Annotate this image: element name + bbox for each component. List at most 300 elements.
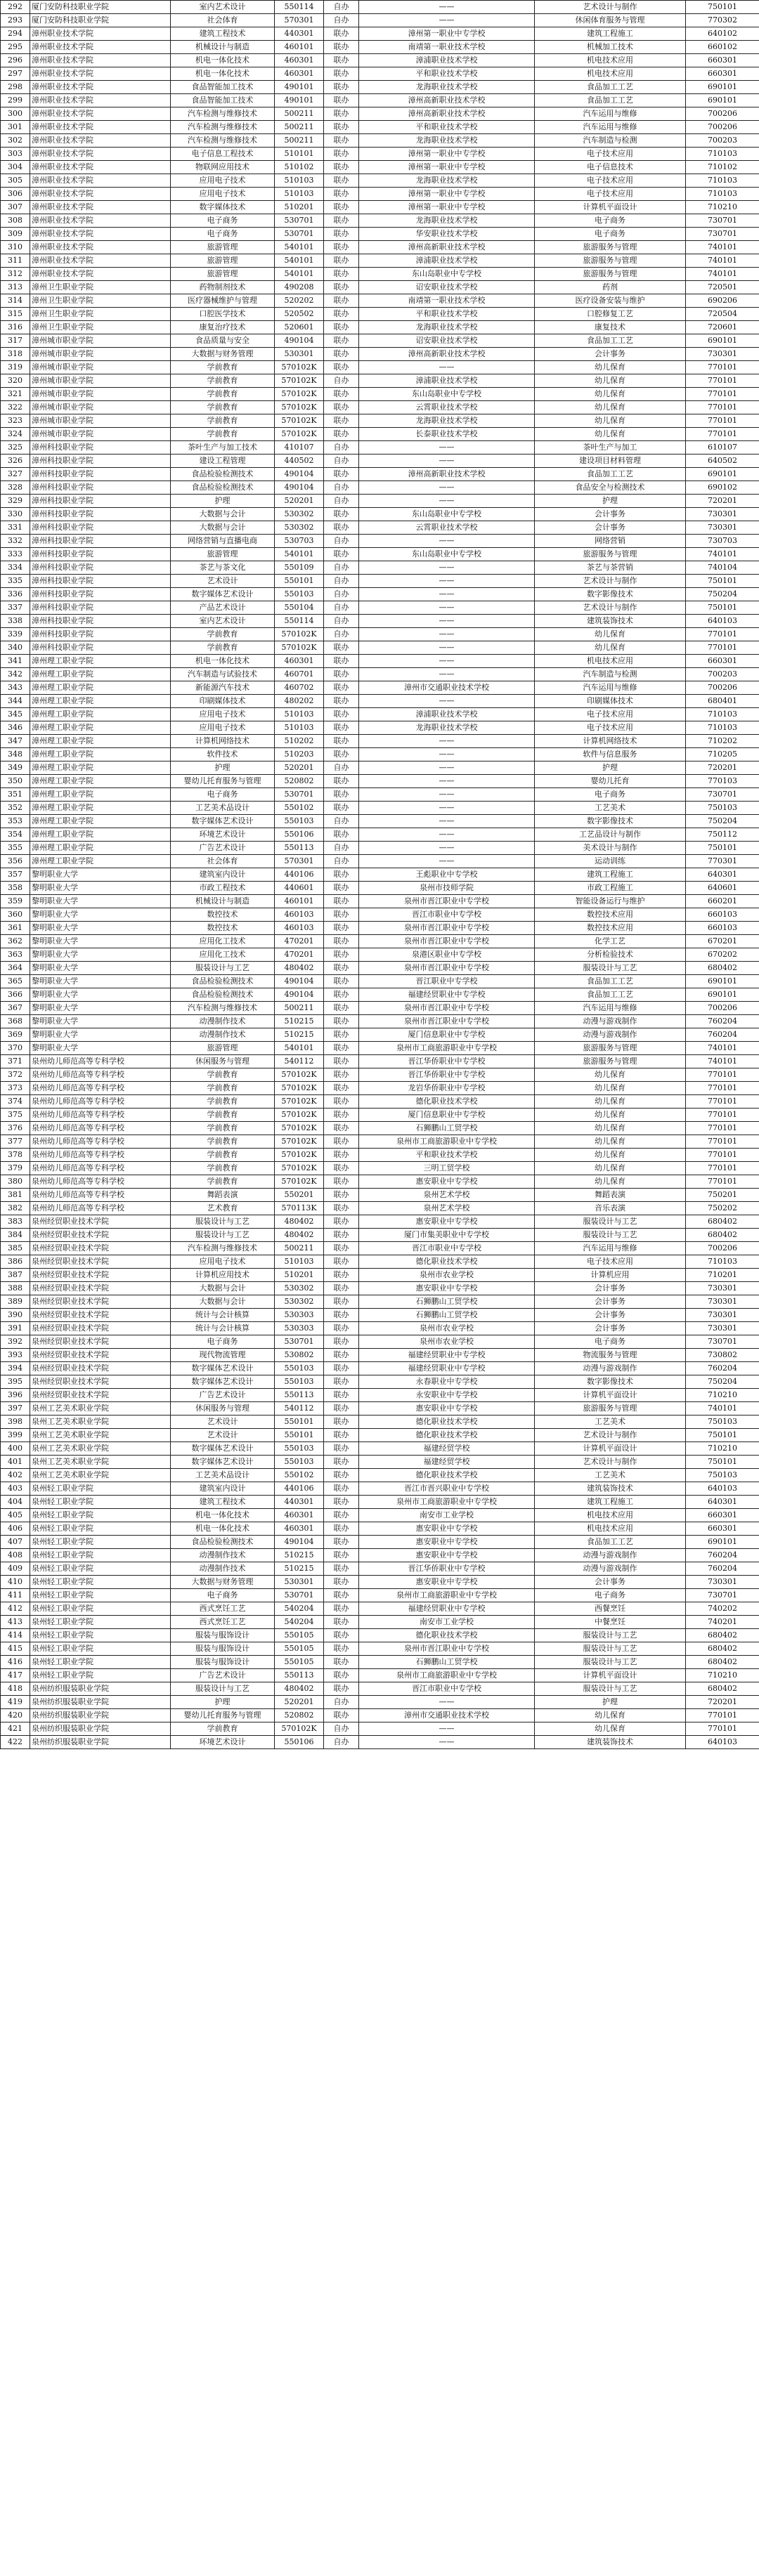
major-name-cell: 食品检验检测技术 — [171, 975, 275, 988]
partner-school-cell: 漳州高新职业技术学校 — [359, 468, 535, 481]
major-name-cell: 食品智能加工技术 — [171, 94, 275, 107]
partner-school-cell: 厦门市集美职业中专学校 — [359, 1229, 535, 1242]
program-type-cell: 自办 — [324, 535, 359, 548]
major-code-cell: 490208 — [275, 281, 324, 294]
secondary-major-cell: 电子技术应用 — [535, 721, 686, 735]
program-type-cell: 联办 — [324, 254, 359, 268]
partner-school-cell: 惠安职业中专学校 — [359, 1282, 535, 1295]
partner-school-cell: 泉州市农业学校 — [359, 1269, 535, 1282]
row-number-cell: 327 — [1, 468, 30, 481]
table-row — [1, 842, 759, 855]
partner-school-cell: —— — [359, 855, 535, 868]
secondary-code-cell: 750103 — [686, 1469, 759, 1482]
major-code-cell: 410107 — [275, 441, 324, 455]
major-name-cell: 机电一体化技术 — [171, 1509, 275, 1522]
secondary-code-cell: 730703 — [686, 535, 759, 548]
secondary-code-cell: 770101 — [686, 1135, 759, 1149]
major-name-cell: 机电一体化技术 — [171, 67, 275, 81]
secondary-code-cell: 750204 — [686, 815, 759, 828]
program-type-cell: 联办 — [324, 1509, 359, 1522]
secondary-code-cell: 760204 — [686, 1549, 759, 1562]
school-name-cell: 漳州理工职业学院 — [30, 855, 171, 868]
table-row — [1, 788, 759, 802]
secondary-code-cell: 770101 — [686, 1082, 759, 1095]
secondary-major-cell: 计算机平面设计 — [535, 1669, 686, 1682]
row-number-cell: 388 — [1, 1282, 30, 1295]
row-number-cell: 399 — [1, 1429, 30, 1442]
secondary-major-cell: 幼儿保育 — [535, 414, 686, 428]
secondary-major-cell: 动漫与游戏制作 — [535, 1028, 686, 1042]
row-number-cell: 356 — [1, 855, 30, 868]
school-name-cell: 漳州科技职业学院 — [30, 601, 171, 615]
school-name-cell: 泉州经贸职业技术学院 — [30, 1255, 171, 1269]
partner-school-cell: 晋江华侨职业中专学校 — [359, 1562, 535, 1576]
secondary-major-cell: 电子技术应用 — [535, 708, 686, 721]
major-name-cell: 应用化工技术 — [171, 948, 275, 962]
table-row — [1, 455, 759, 468]
partner-school-cell: 厦门信息职业中专学校 — [359, 1109, 535, 1122]
major-name-cell: 市政工程技术 — [171, 882, 275, 895]
secondary-code-cell: 640601 — [686, 882, 759, 895]
school-name-cell: 漳州理工职业学院 — [30, 788, 171, 802]
table-row — [1, 681, 759, 695]
row-number-cell: 302 — [1, 134, 30, 148]
table-row — [1, 1375, 759, 1389]
row-number-cell: 341 — [1, 655, 30, 668]
major-name-cell: 药物制剂技术 — [171, 281, 275, 294]
school-name-cell: 泉州轻工职业学院 — [30, 1616, 171, 1629]
major-name-cell: 应用电子技术 — [171, 721, 275, 735]
partner-school-cell: —— — [359, 1, 535, 14]
row-number-cell: 305 — [1, 174, 30, 188]
partner-school-cell: 泉州艺术学校 — [359, 1189, 535, 1202]
partner-school-cell: —— — [359, 481, 535, 495]
school-name-cell: 黎明职业大学 — [30, 975, 171, 988]
program-type-cell: 联办 — [324, 908, 359, 922]
table-row — [1, 1469, 759, 1482]
major-code-cell: 570102K — [275, 361, 324, 374]
row-number-cell: 378 — [1, 1149, 30, 1162]
row-number-cell: 394 — [1, 1362, 30, 1375]
school-name-cell: 泉州幼儿师范高等专科学校 — [30, 1122, 171, 1135]
partner-school-cell: 南靖第一职业技术学校 — [359, 294, 535, 308]
partner-school-cell: 德化职业技术学校 — [359, 1095, 535, 1109]
program-type-cell: 联办 — [324, 1122, 359, 1135]
row-number-cell: 330 — [1, 508, 30, 521]
major-code-cell: 490101 — [275, 94, 324, 107]
program-type-cell: 自办 — [324, 615, 359, 628]
secondary-major-cell: 电子商务 — [535, 788, 686, 802]
program-type-cell: 联办 — [324, 1669, 359, 1682]
major-name-cell: 学前教育 — [171, 388, 275, 401]
partner-school-cell: 龙海职业技术学校 — [359, 134, 535, 148]
major-name-cell: 服装设计与工艺 — [171, 962, 275, 975]
program-type-cell: 联办 — [324, 1602, 359, 1616]
secondary-major-cell: 茶叶生产与加工 — [535, 441, 686, 455]
major-code-cell: 440106 — [275, 1482, 324, 1496]
partner-school-cell: 云霄职业技术学校 — [359, 401, 535, 414]
major-name-cell: 数控技术 — [171, 922, 275, 935]
program-type-cell: 自办 — [324, 628, 359, 641]
program-type-cell: 联办 — [324, 241, 359, 254]
school-name-cell: 漳州职业技术学院 — [30, 228, 171, 241]
major-name-cell: 电子商务 — [171, 788, 275, 802]
major-code-cell: 470201 — [275, 935, 324, 948]
secondary-code-cell: 770103 — [686, 775, 759, 788]
secondary-major-cell: 机电技术应用 — [535, 1509, 686, 1522]
program-type-cell: 联办 — [324, 468, 359, 481]
program-type-cell: 联办 — [324, 641, 359, 655]
major-code-cell: 510201 — [275, 201, 324, 214]
table-row — [1, 708, 759, 721]
secondary-major-cell: 幼儿保育 — [535, 1135, 686, 1149]
major-name-cell: 口腔医学技术 — [171, 308, 275, 321]
row-number-cell: 332 — [1, 535, 30, 548]
table-row — [1, 1602, 759, 1616]
program-type-cell: 联办 — [324, 361, 359, 374]
row-number-cell: 312 — [1, 268, 30, 281]
secondary-major-cell: 幼儿保育 — [535, 628, 686, 641]
major-code-cell: 440601 — [275, 882, 324, 895]
major-name-cell: 大数据与会计 — [171, 1295, 275, 1309]
secondary-code-cell: 670201 — [686, 935, 759, 948]
major-code-cell: 440106 — [275, 868, 324, 882]
major-code-cell: 550106 — [275, 828, 324, 842]
secondary-major-cell: 建筑工程施工 — [535, 868, 686, 882]
secondary-code-cell: 770101 — [686, 374, 759, 388]
table-row — [1, 1536, 759, 1549]
secondary-code-cell: 730301 — [686, 521, 759, 535]
secondary-code-cell: 720201 — [686, 761, 759, 775]
table-row — [1, 1162, 759, 1175]
row-number-cell: 320 — [1, 374, 30, 388]
program-type-cell: 自办 — [324, 855, 359, 868]
row-number-cell: 292 — [1, 1, 30, 14]
table-row — [1, 254, 759, 268]
table-row — [1, 1055, 759, 1068]
school-name-cell: 漳州理工职业学院 — [30, 842, 171, 855]
table-row — [1, 495, 759, 508]
secondary-code-cell: 680402 — [686, 962, 759, 975]
partner-school-cell: 晋江市晋兴职业中专学校 — [359, 1482, 535, 1496]
program-type-cell: 联办 — [324, 1215, 359, 1229]
partner-school-cell: —— — [359, 748, 535, 761]
table-row — [1, 241, 759, 254]
secondary-code-cell: 770101 — [686, 388, 759, 401]
program-type-cell: 联办 — [324, 1429, 359, 1442]
secondary-code-cell: 770101 — [686, 628, 759, 641]
row-number-cell: 335 — [1, 575, 30, 588]
partner-school-cell: —— — [359, 775, 535, 788]
secondary-code-cell: 640102 — [686, 27, 759, 41]
secondary-code-cell: 710103 — [686, 174, 759, 188]
secondary-major-cell: 动漫与游戏制作 — [535, 1549, 686, 1562]
major-code-cell: 550109 — [275, 561, 324, 575]
major-name-cell: 旅游管理 — [171, 268, 275, 281]
major-name-cell: 艺术设计 — [171, 575, 275, 588]
partner-school-cell: —— — [359, 601, 535, 615]
school-name-cell: 黎明职业大学 — [30, 962, 171, 975]
program-type-cell: 联办 — [324, 1162, 359, 1175]
major-code-cell: 530701 — [275, 788, 324, 802]
table-row — [1, 962, 759, 975]
partner-school-cell: 泉州市工商旅游职业中专学校 — [359, 1496, 535, 1509]
table-row — [1, 628, 759, 641]
secondary-code-cell: 660301 — [686, 1522, 759, 1536]
secondary-major-cell: 幼儿保育 — [535, 1162, 686, 1175]
secondary-code-cell: 740101 — [686, 1402, 759, 1416]
secondary-major-cell: 幼儿保育 — [535, 388, 686, 401]
school-name-cell: 漳州理工职业学院 — [30, 708, 171, 721]
secondary-code-cell: 690101 — [686, 975, 759, 988]
program-type-cell: 联办 — [324, 695, 359, 708]
major-name-cell: 服装与服饰设计 — [171, 1642, 275, 1656]
major-code-cell: 530701 — [275, 1335, 324, 1349]
secondary-major-cell: 食品加工工艺 — [535, 94, 686, 107]
major-code-cell: 530701 — [275, 228, 324, 241]
school-name-cell: 漳州职业技术学院 — [30, 67, 171, 81]
major-code-cell: 550105 — [275, 1656, 324, 1669]
row-number-cell: 408 — [1, 1549, 30, 1562]
school-name-cell: 漳州科技职业学院 — [30, 615, 171, 628]
secondary-code-cell: 740101 — [686, 548, 759, 561]
major-name-cell: 应用电子技术 — [171, 708, 275, 721]
secondary-code-cell: 680402 — [686, 1642, 759, 1656]
secondary-code-cell: 660301 — [686, 1509, 759, 1522]
major-code-cell: 540101 — [275, 268, 324, 281]
major-code-cell: 480402 — [275, 1215, 324, 1229]
secondary-code-cell: 690101 — [686, 1536, 759, 1549]
secondary-major-cell: 艺术设计与制作 — [535, 601, 686, 615]
partner-school-cell: 长泰职业技术学校 — [359, 428, 535, 441]
row-number-cell: 328 — [1, 481, 30, 495]
table-row — [1, 1175, 759, 1189]
secondary-major-cell: 幼儿保育 — [535, 428, 686, 441]
major-name-cell: 汽车制造与试验技术 — [171, 668, 275, 681]
major-code-cell: 570102K — [275, 1162, 324, 1175]
table-row — [1, 1616, 759, 1629]
secondary-major-cell: 幼儿保育 — [535, 1722, 686, 1736]
major-code-cell: 550103 — [275, 1375, 324, 1389]
major-name-cell: 应用电子技术 — [171, 1255, 275, 1269]
partner-school-cell: 福建经贸学校 — [359, 1442, 535, 1456]
row-number-cell: 299 — [1, 94, 30, 107]
major-name-cell: 学前教育 — [171, 1068, 275, 1082]
major-name-cell: 学前教育 — [171, 1122, 275, 1135]
major-code-cell: 520802 — [275, 775, 324, 788]
secondary-code-cell: 730701 — [686, 228, 759, 241]
secondary-code-cell: 660201 — [686, 895, 759, 908]
secondary-major-cell: 美术设计与制作 — [535, 842, 686, 855]
program-type-cell: 联办 — [324, 1322, 359, 1335]
program-type-cell: 联办 — [324, 1202, 359, 1215]
partner-school-cell: 惠安职业中专学校 — [359, 1215, 535, 1229]
major-name-cell: 学前教育 — [171, 374, 275, 388]
major-name-cell: 护理 — [171, 761, 275, 775]
partner-school-cell: 云霄职业技术学校 — [359, 521, 535, 535]
major-name-cell: 学前教育 — [171, 1175, 275, 1189]
secondary-code-cell: 640103 — [686, 1482, 759, 1496]
major-name-cell: 社会体育 — [171, 855, 275, 868]
school-name-cell: 漳州理工职业学院 — [30, 668, 171, 681]
major-code-cell: 550201 — [275, 1189, 324, 1202]
table-row — [1, 1549, 759, 1562]
major-name-cell: 学前教育 — [171, 1109, 275, 1122]
major-code-cell: 530301 — [275, 348, 324, 361]
table-row — [1, 975, 759, 988]
partner-school-cell: 福建经贸职业中专学校 — [359, 988, 535, 1002]
secondary-code-cell: 660103 — [686, 922, 759, 935]
secondary-major-cell: 幼儿保育 — [535, 1095, 686, 1109]
major-code-cell: 480402 — [275, 1682, 324, 1696]
school-name-cell: 漳州理工职业学院 — [30, 748, 171, 761]
row-number-cell: 377 — [1, 1135, 30, 1149]
secondary-code-cell: 640103 — [686, 615, 759, 628]
school-name-cell: 漳州职业技术学院 — [30, 94, 171, 107]
partner-school-cell: —— — [359, 788, 535, 802]
table-row — [1, 374, 759, 388]
table-row — [1, 802, 759, 815]
partner-school-cell: 惠安职业中专学校 — [359, 1522, 535, 1536]
major-code-cell: 490104 — [275, 468, 324, 481]
row-number-cell: 416 — [1, 1656, 30, 1669]
partner-school-cell: 东山岛职业中专学校 — [359, 508, 535, 521]
major-name-cell: 西式烹饪工艺 — [171, 1602, 275, 1616]
school-name-cell: 漳州理工职业学院 — [30, 655, 171, 668]
school-name-cell: 漳州理工职业学院 — [30, 761, 171, 775]
table-row — [1, 1042, 759, 1055]
secondary-major-cell: 电子信息技术 — [535, 161, 686, 174]
major-code-cell: 550102 — [275, 1469, 324, 1482]
secondary-major-cell: 服装设计与工艺 — [535, 962, 686, 975]
school-name-cell: 漳州卫生职业学院 — [30, 321, 171, 334]
partner-school-cell: 漳浦职业技术学校 — [359, 374, 535, 388]
table-row — [1, 388, 759, 401]
secondary-major-cell: 西餐烹饪 — [535, 1602, 686, 1616]
major-code-cell: 530701 — [275, 1589, 324, 1602]
secondary-major-cell: 智能设备运行与维护 — [535, 895, 686, 908]
school-name-cell: 泉州经贸职业技术学院 — [30, 1349, 171, 1362]
secondary-major-cell: 会计事务 — [535, 1309, 686, 1322]
program-type-cell: 联办 — [324, 948, 359, 962]
secondary-major-cell: 会计事务 — [535, 348, 686, 361]
partner-school-cell: 永春职业中专学校 — [359, 1375, 535, 1389]
secondary-code-cell: 760204 — [686, 1015, 759, 1028]
major-name-cell: 动漫制作技术 — [171, 1015, 275, 1028]
table-row — [1, 361, 759, 374]
secondary-code-cell: 680402 — [686, 1629, 759, 1642]
school-name-cell: 泉州轻工职业学院 — [30, 1536, 171, 1549]
table-row — [1, 134, 759, 148]
partner-school-cell: 晋江职业中专学校 — [359, 975, 535, 988]
secondary-major-cell: 食品加工工艺 — [535, 468, 686, 481]
table-row — [1, 1135, 759, 1149]
partner-school-cell: 东山岛职业中专学校 — [359, 388, 535, 401]
row-number-cell: 347 — [1, 735, 30, 748]
secondary-major-cell: 幼儿保育 — [535, 1068, 686, 1082]
partner-school-cell: 泉州市工商旅游职业中专学校 — [359, 1135, 535, 1149]
secondary-code-cell: 740202 — [686, 1602, 759, 1616]
table-row — [1, 1509, 759, 1522]
program-type-cell: 联办 — [324, 1175, 359, 1189]
secondary-code-cell: 770101 — [686, 1109, 759, 1122]
program-type-cell: 自办 — [324, 1696, 359, 1709]
major-code-cell: 570113K — [275, 1202, 324, 1215]
table-row — [1, 508, 759, 521]
school-name-cell: 漳州科技职业学院 — [30, 481, 171, 495]
table-row — [1, 1015, 759, 1028]
school-name-cell: 漳州科技职业学院 — [30, 521, 171, 535]
major-name-cell: 服装与服饰设计 — [171, 1656, 275, 1669]
school-name-cell: 漳州理工职业学院 — [30, 721, 171, 735]
major-code-cell: 460301 — [275, 1522, 324, 1536]
school-name-cell: 漳州理工职业学院 — [30, 802, 171, 815]
row-number-cell: 323 — [1, 414, 30, 428]
secondary-code-cell: 710103 — [686, 1255, 759, 1269]
row-number-cell: 362 — [1, 935, 30, 948]
secondary-code-cell: 730701 — [686, 214, 759, 228]
table-row — [1, 535, 759, 548]
school-name-cell: 漳州科技职业学院 — [30, 535, 171, 548]
program-type-cell: 联办 — [324, 1375, 359, 1389]
secondary-code-cell: 700206 — [686, 1242, 759, 1255]
row-number-cell: 411 — [1, 1589, 30, 1602]
major-code-cell: 520201 — [275, 1696, 324, 1709]
secondary-code-cell: 640301 — [686, 1496, 759, 1509]
program-type-cell: 联办 — [324, 962, 359, 975]
secondary-code-cell: 680402 — [686, 1215, 759, 1229]
major-code-cell: 490104 — [275, 975, 324, 988]
major-name-cell: 艺术设计 — [171, 1416, 275, 1429]
row-number-cell: 322 — [1, 401, 30, 414]
secondary-code-cell: 750204 — [686, 1375, 759, 1389]
table-row — [1, 1389, 759, 1402]
major-code-cell: 550101 — [275, 1429, 324, 1442]
major-name-cell: 食品检验检测技术 — [171, 481, 275, 495]
major-code-cell: 530303 — [275, 1309, 324, 1322]
partner-school-cell: 诏安职业技术学校 — [359, 281, 535, 294]
school-name-cell: 泉州幼儿师范高等专科学校 — [30, 1149, 171, 1162]
secondary-major-cell: 机电技术应用 — [535, 1522, 686, 1536]
major-name-cell: 机械设计与制造 — [171, 41, 275, 54]
secondary-major-cell: 旅游服务与管理 — [535, 1042, 686, 1055]
secondary-code-cell: 690101 — [686, 468, 759, 481]
secondary-code-cell: 710210 — [686, 1669, 759, 1682]
program-type-cell: 联办 — [324, 1562, 359, 1576]
program-type-cell: 联办 — [324, 188, 359, 201]
secondary-code-cell: 750202 — [686, 1202, 759, 1215]
secondary-major-cell: 电子商务 — [535, 214, 686, 228]
program-type-cell: 联办 — [324, 735, 359, 748]
program-type-cell: 联办 — [324, 1642, 359, 1656]
partner-school-cell: 惠安职业中专学校 — [359, 1536, 535, 1549]
table-row — [1, 1642, 759, 1656]
table-row — [1, 1269, 759, 1282]
partner-school-cell: 泉州市晋江职业中专学校 — [359, 962, 535, 975]
major-code-cell: 540101 — [275, 1042, 324, 1055]
partner-school-cell: —— — [359, 641, 535, 655]
table-row — [1, 188, 759, 201]
table-row — [1, 401, 759, 414]
row-number-cell: 345 — [1, 708, 30, 721]
major-name-cell: 大数据与会计 — [171, 508, 275, 521]
table-row — [1, 601, 759, 615]
major-code-cell: 510215 — [275, 1028, 324, 1042]
major-code-cell: 550104 — [275, 601, 324, 615]
major-code-cell: 520502 — [275, 308, 324, 321]
secondary-code-cell: 720504 — [686, 308, 759, 321]
row-number-cell: 354 — [1, 828, 30, 842]
